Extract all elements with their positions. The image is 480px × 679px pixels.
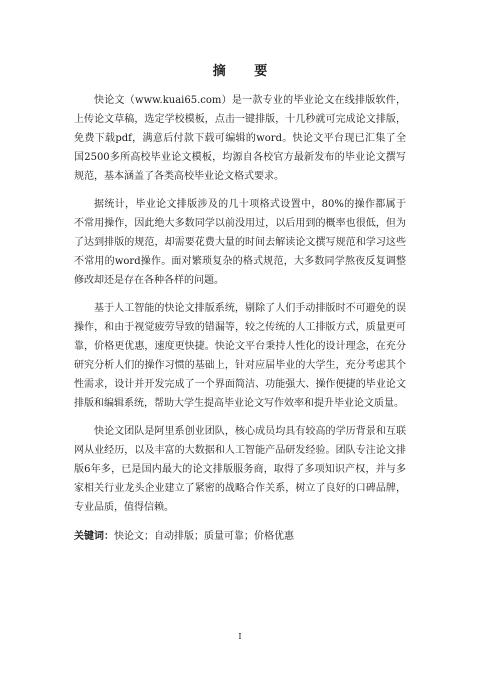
abstract-paragraph-2: 据统计，毕业论文排版涉及的几十项格式设置中，80%的操作都属于不常用操作，因此绝大多数同学以前没用过，以后用到的概率也很低，但为了达到排版的规范，却需要花费大量的时间去解读论文撰写规范和学习这些不常用的word操作。面对繁琐复杂的格式规范，大多数同学熬夜反复调整修改却还是存在各种各样的问题。 [74,199,406,286]
abstract-title: 摘 要 [212,64,280,79]
keywords-line [74,527,406,546]
abstract-paragraph-3: 基于人工智能的快论文排版系统，剔除了人们手动排版时不可避免的误操作，和由于视觉疲劳导致的错漏等，较之传统的人工排版方式，质量更可靠，价格更优惠，速度更快捷。快论文平台秉持人性化的设计理念，在充分研究分析人们的操作习惯的基础上，针对应届毕业的大学生，充分考虑其个性需求，设计并开发完成了一个界面简洁、功能强大、操作便捷的毕业论文排版和编辑系统，帮助大学生提高毕业论文写作效率和提升毕业论文质量。 [74,303,406,409]
keywords-text: 快论文；自动排版；质量可靠；价格优惠 [114,531,294,542]
page-number: I [238,632,242,641]
abstract-paragraph-1: 快论文（www.kuai65.com）是一款专业的毕业论文在线排版软件，上传论文草稿，选定学校模板，点击一键排版，十几秒就可完成论文排版，免费下载pdf，满意后付款下载可编辑的word。快论文平台现已汇集了全国2500多所高校毕业论文模板，均源自各校官方最新发布的毕业论文撰写规范，基本涵盖了各类高校毕业论文格式要求。 [74,95,406,182]
keywords-label: 关键词： [74,531,114,542]
abstract-paragraph-4: 快论文团队是阿里系创业团队，核心成员均具有较高的学历背景和互联网从业经历，以及丰富的大数据和人工智能产品研发经验。团队专注论文排版6年多，已是国内最大的论文排版服务商，取得了多项知识产权，并与多家相关行业龙头企业建立了紧密的战略合作关系，树立了良好的口碑品牌，专业品质，值得信赖。 [74,426,406,513]
